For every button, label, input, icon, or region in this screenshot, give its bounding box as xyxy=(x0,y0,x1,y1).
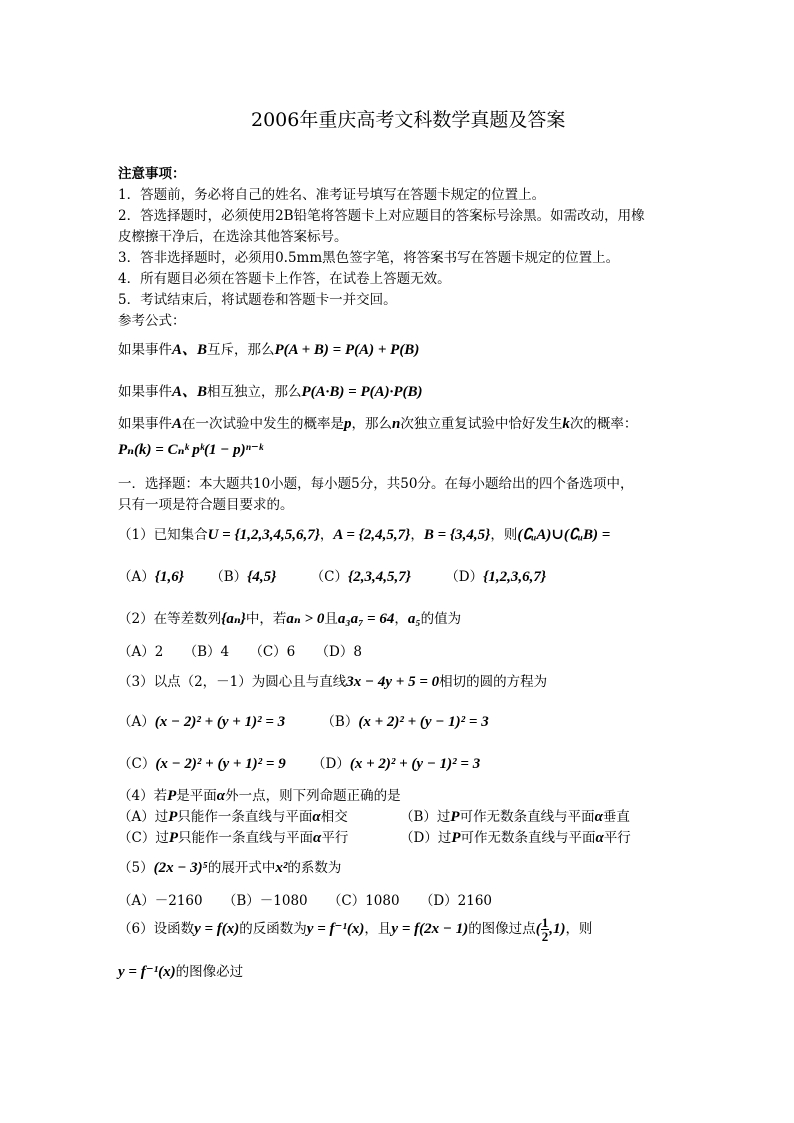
question-4-option-d: （D）过P可作无数条直线与平面α平行 xyxy=(400,830,631,846)
section-intro: 只有一项是符合题目要求的。 xyxy=(118,497,294,513)
notes-item: 3．答非选择题时，必须用0.5mm黑色签字笔，将答案书写在答题卡规定的位置上。 xyxy=(118,250,620,266)
notes-item: 5．考试结束后，将试题卷和答题卡一并交回。 xyxy=(118,292,397,308)
question-6-stem-continued: y = f⁻¹(x)的图像必过 xyxy=(118,964,244,980)
option-b: （B）{4,5} xyxy=(210,569,277,585)
question-3-options-ab: （A）(x − 2)² + (y + 1)² = 3 （B）(x + 2)² + (y − 1)² = 3 xyxy=(118,714,489,730)
page-title: 2006年重庆高考文科数学真题及答案 xyxy=(251,109,566,131)
formula-binomial: Pₙ(k) = Cₙᵏ pᵏ(1 − p)ⁿ⁻ᵏ xyxy=(118,442,263,458)
question-6-stem: （6）设函数y = f(x)的反函数为y = f⁻¹(x)，且y = f(2x − 1)的图像过点( $\frac{1}{2}$ ,1)，则 xyxy=(118,915,593,944)
question-2-stem: （2）在等差数列{aₙ}中，若aₙ > 0且a₃a₇ = 64，a₅的值为 xyxy=(118,611,462,627)
fraction-one-half: $\frac{1}{2}$ xyxy=(541,915,549,944)
section-intro: 一．选择题：本大题共10小题，每小题5分，共50分。在每小题给出的四个备选项中， xyxy=(118,476,634,492)
option-a: （A）{1,6} xyxy=(118,569,184,585)
question-2-options: （A）2 （B）4 （C）6 （D）8 xyxy=(118,644,362,660)
question-3-stem: （3）以点（2，－1）为圆心且与直线3x − 4y + 5 = 0相切的圆的方程为 xyxy=(118,674,548,690)
notes-heading: 注意事项： xyxy=(118,166,186,182)
question-5-stem: （5）(2x − 3)⁵的展开式中x²的系数为 xyxy=(118,860,342,876)
notes-item: 皮檫擦干净后，在选涂其他答案标号。 xyxy=(118,229,348,245)
formula-exclusive: 如果事件A、B互斥，那么P(A + B) = P(A) + P(B) xyxy=(118,342,420,358)
notes-item: 2．答选择题时，必须使用2B铅笔将答题卡上对应题目的答案标号涂黑。如需改动，用橡 xyxy=(118,208,645,224)
option-c: （C）{2,3,4,5,7} xyxy=(310,569,411,585)
question-1-options xyxy=(118,565,546,586)
notes-item: 1．答题前，务必将自己的姓名、准考证号填写在答题卡规定的位置上。 xyxy=(118,187,546,203)
formula-binomial-text: 如果事件A在一次试验中发生的概率是p，那么n次独立重复试验中恰好发生k次的概率： xyxy=(118,416,638,432)
question-3-options-cd: （C）(x − 2)² + (y + 1)² = 9 （D）(x + 2)² + (y − 1)² = 3 xyxy=(118,756,481,772)
question-4-option-b: （B）过P可作无数条直线与平面α垂直 xyxy=(400,809,630,825)
option-d: （D）{1,2,3,6,7} xyxy=(445,569,547,585)
formulas-label: 参考公式： xyxy=(118,313,186,329)
question-4-option-a: （A）过P只能作一条直线与平面α相交 xyxy=(118,809,348,825)
notes-item: 4．所有题目必须在答题卡上作答，在试卷上答题无效。 xyxy=(118,271,451,287)
formula-independent: 如果事件A、B相互独立，那么P(A·B) = P(A)·P(B) xyxy=(118,384,423,400)
question-4-stem: （4）若P是平面α外一点，则下列命题正确的是 xyxy=(118,788,401,804)
question-5-options: （A）－2160 （B）－1080 （C）1080 （D）2160 xyxy=(118,893,492,909)
question-4-option-c: （C）过P只能作一条直线与平面α平行 xyxy=(118,830,349,846)
question-1-stem: （1）已知集合U = {1,2,3,4,5,6,7}，A = {2,4,5,7}，B = {3,4,5}，则(∁ᵤA)∪(∁ᵤB) = xyxy=(118,527,611,543)
